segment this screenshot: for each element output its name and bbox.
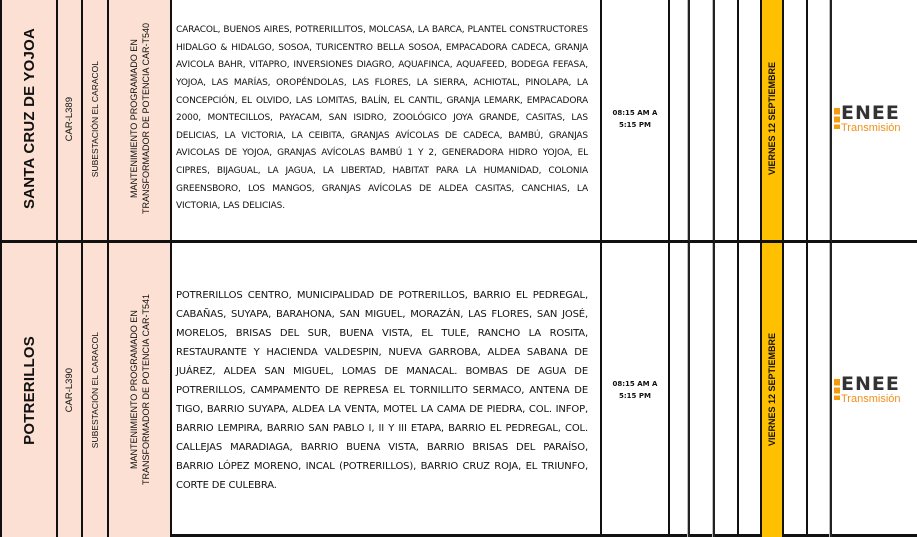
description-line-1: MANTENIMIENTO PROGRAMADO EN xyxy=(128,310,139,470)
description-line-2: TRANSFORMADOR DE POTENCIA CAR-T541 xyxy=(140,294,151,486)
time-end: 5:15 PM xyxy=(619,392,651,400)
work-description xyxy=(128,23,152,214)
circuit-cell xyxy=(58,243,83,537)
date-cell xyxy=(762,0,784,243)
work-description xyxy=(128,294,152,485)
circuit-cell xyxy=(58,0,83,243)
time-start: 08:15 AM A xyxy=(612,109,658,117)
affected-areas-text: POTRERILLOS CENTRO, MUNICIPALIDAD DE POTRERILLOS, BARRIO EL PEDREGAL, CABAÑAS, SUYAPA, BARAHONA, SAN MIGUEL, MORAZÁN, LAS FLORES, SAN JOSÉ, MORELOS, BRISAS DEL SUR, BUENA VISTA, EL TULE, RANCHO LA ROSITA, RESTAURANTE Y HACIENDA VALDESPIN, NUEVA GARROBA, ALDEA SABANA DE JUÁREZ, ALDEA SAN MIGUEL, LOMAS DE MANACAL. BOMBAS DE AGUA DE POTRERILLOS, CAMPAMENTO DE REPRESA EL TORNILLITO SERMACO, ANTENA DE TIGO, BARRIO SUYAPA, ALDEA LA VENTA, MOTEL LA CAMA DE PIEDRA, COL. INFOP, BARRIO LEMPIRA, BARRIO SAN PABLO I, II Y III ETAPA, BARRIO EL PEDREGAL, COL. CALLEJAS MARADIAGA, BARRIO BUENA VISTA, BARRIO BRISAS DEL PARAÍSO, BARRIO LÓPEZ MORENO, INCAL (POTRERILLOS), BARRIO CRUZ ROJA, EL TRIUNFO, CORTE DE CULEBRA. xyxy=(176,289,588,491)
affected-areas-cell xyxy=(172,0,602,243)
time-cell xyxy=(602,0,670,243)
outage-date: VIERNES 12 SEPTIEMBRE xyxy=(767,62,777,176)
description-line-2: TRANSFORMADOR DE POTENCIA CAR-T540 xyxy=(140,23,151,215)
logo-cell xyxy=(832,243,917,537)
empty-cell xyxy=(739,0,762,243)
description-cell xyxy=(109,243,172,537)
enee-tower-icon xyxy=(834,108,840,129)
outage-date: VIERNES 12 SEPTIEMBRE xyxy=(767,333,777,447)
logo-subtitle: Transmisión xyxy=(841,393,901,405)
time-cell xyxy=(602,243,670,537)
empty-cell xyxy=(690,243,715,537)
town-name: SANTA CRUZ DE YOJOA xyxy=(20,28,38,210)
empty-cell xyxy=(715,243,739,537)
circuit-code: CAR-L389 xyxy=(64,96,75,142)
town-name: POTRERILLOS xyxy=(20,335,38,445)
town-cell xyxy=(2,0,58,243)
description-cell xyxy=(109,0,172,243)
circuit-code: CAR-L390 xyxy=(64,367,75,413)
empty-cell xyxy=(690,0,715,243)
logo-subtitle: Transmisión xyxy=(841,122,901,134)
empty-cell xyxy=(715,0,739,243)
affected-areas-cell xyxy=(172,243,602,537)
empty-cell xyxy=(784,243,808,537)
logo-wordmark: ENEE xyxy=(841,373,900,395)
substation-cell xyxy=(83,0,109,243)
town-cell xyxy=(2,243,58,537)
substation-name: SUBESTACIÓN EL CARACOL xyxy=(90,60,100,178)
logo-cell xyxy=(832,0,917,243)
empty-cell xyxy=(739,243,762,537)
empty-cell xyxy=(784,0,808,243)
time-end: 5:15 PM xyxy=(619,121,651,129)
time-start: 08:15 AM A xyxy=(612,380,658,388)
empty-cell xyxy=(670,243,690,537)
enee-logo xyxy=(834,375,901,405)
description-line-1: MANTENIMIENTO PROGRAMADO EN xyxy=(128,39,139,199)
date-cell xyxy=(762,243,784,537)
enee-logo xyxy=(834,104,901,134)
empty-cell xyxy=(808,0,832,243)
logo-wordmark: ENEE xyxy=(841,102,900,124)
enee-tower-icon xyxy=(834,379,840,400)
substation-name: SUBESTACIÓN EL CARACOL xyxy=(90,331,100,449)
substation-cell xyxy=(83,243,109,537)
empty-cell xyxy=(808,243,832,537)
affected-areas-text: CARACOL, BUENOS AIRES, POTRERILLITOS, MOLCASA, LA BARCA, PLANTEL CONSTRUCTORES HIDALGO & HIDALGO, SOSOA, TURICENTRO BELLA SOSOA, EMPACADORA CADECA, GRANJA AVICOLA BAHR, VITAPRO, INVERSIONES DIAGRO, AQUAFINCA, AQUAFEED, BODEGA FEFASA, YOJOA, LAS MARÍAS, OROPÉNDOLAS, LAS FLORES, LA SIERRA, ACHIOTAL, PINOLAPA, LA CONCEPCIÓN, EL OLVIDO, LAS LOMITAS, BALÍN, EL CANTIL, GRANJA LEMARK, EMPACADORA 2000, MONTECILLOS, PAYACAM, SAN ISIDRO, ZOOLÓGICO JOYA GRANDE, CASITAS, LAS DELICIAS, LA VICTORIA, LA CEIBITA, GRANJAS AVÍCOLAS DE CADECA, BAMBÚ, GRANJAS AVICOLAS DE YOJOA, GRANJAS AVÍCOLAS BAMBÚ 1 Y 2, GENERADORA HIDRO YOJOA, EL CIPRES, BIJAGUAL, LA JAGUA, LA LIBERTAD, HABITAT PARA LA HUMANIDAD, COLONIA GREENSBORO, LOS MANGOS, GRANJAS AVÍCOLAS DE ALDEA CASITAS, CANCHIAS, LA VICTORIA, LAS DELICIAS. xyxy=(176,25,588,212)
empty-cell xyxy=(670,0,690,243)
